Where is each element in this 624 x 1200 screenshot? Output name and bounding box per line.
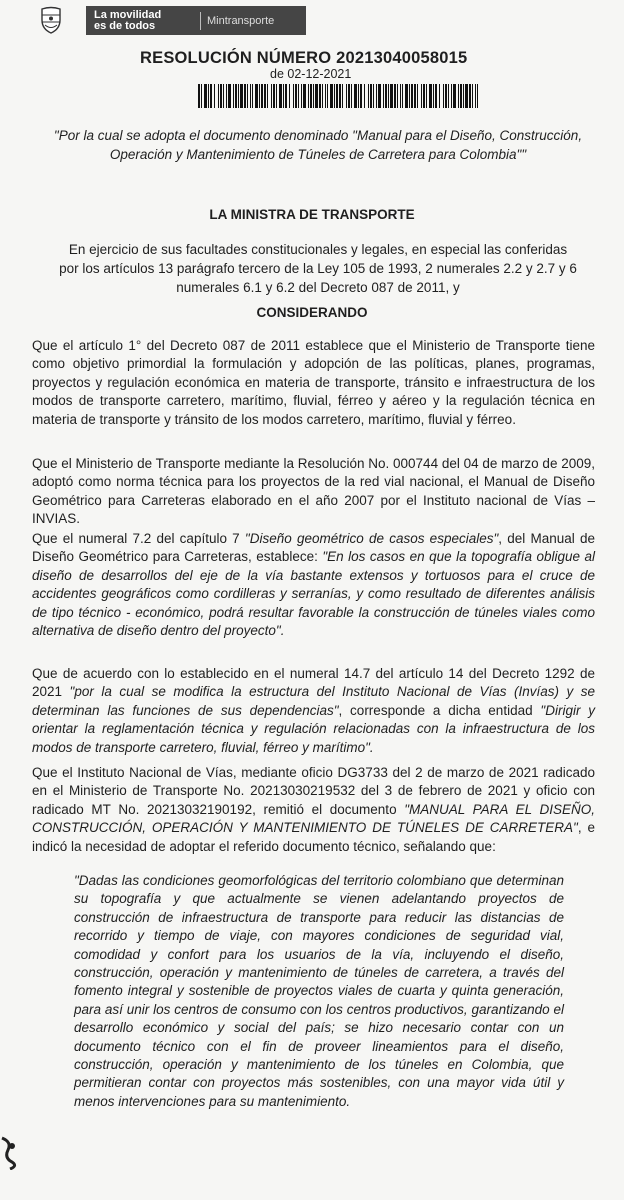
text-run-italic: "Dirigir y orientar la reglamentación técnica y regulación relacionadas con la infraestructura de los modos de transporte carretero, fluvial, férreo y marítimo". xyxy=(32,702,595,755)
barcode-bar xyxy=(453,84,456,108)
barcode-bar xyxy=(289,84,290,108)
barcode-bar xyxy=(310,84,312,108)
paragraph-invias-oficio xyxy=(32,764,595,856)
barcode-bar xyxy=(426,84,427,108)
barcode-bar xyxy=(409,84,410,108)
page-corner-mark-icon xyxy=(0,1136,22,1170)
barcode-bar xyxy=(348,84,350,108)
barcode-bar xyxy=(351,84,352,108)
barcode-bar xyxy=(472,84,473,108)
barcode-bar xyxy=(445,84,447,108)
barcode-bar xyxy=(364,84,365,108)
barcode-bar xyxy=(477,84,478,108)
paragraph-decree-1292 xyxy=(32,665,595,757)
barcode-bar xyxy=(394,84,396,108)
barcode-bar xyxy=(378,84,381,108)
barcode-bar xyxy=(376,84,377,108)
barcode-bar xyxy=(458,84,459,108)
text-run-italic: "por la cual se modifica la estructura del Instituto Nacional de Vías (Invías) y se determinan las funciones de sus dependencias" xyxy=(32,684,595,718)
barcode-bar xyxy=(210,84,212,108)
invias-quote: "Dadas las condiciones geomorfológicas del territorio colombiano que determinan su topografía y que actualmente se vienen adelantando proyectos de construcción de infraestructura de transporte para reducir las distancias de recorrido y tiempo de viaje, con mayores condiciones de seguridad vial, comodidad y confort para los usuarios de la vía, incluyendo el diseño, construcción, operación y mantenimiento de túneles de carretera, a través del fomento integral y sostenible de proyectos viales de cuarta y quinta generación, para así unir los centros de consumo con los centros productivos, garantizando el desarrollo económico y social del país; se hizo necesario contar con un documento técnico con el fin de proveer lineamientos para el diseño, construcción, operación y mantenimiento de los túneles en Colombia, que permitieran contar con proyectos más sostenibles, con una mayor vida útil y menos intervenciones para su mantenimiento. xyxy=(74,873,564,1109)
paragraph-numeral-7-2 xyxy=(32,530,595,640)
barcode-bar xyxy=(295,84,297,108)
brand-line-2: es de todos xyxy=(94,19,156,32)
barcode-bar xyxy=(267,84,268,108)
barcode-bar xyxy=(414,84,416,108)
barcode-bar xyxy=(411,84,413,108)
barcode xyxy=(198,84,480,108)
barcode-bar xyxy=(443,84,444,108)
barcode-bar xyxy=(214,84,215,108)
barcode-bar xyxy=(279,84,282,108)
barcode-bar xyxy=(298,84,299,108)
barcode-bar xyxy=(261,84,263,108)
text-run-italic: "MANUAL PARA EL DISEÑO, CONSTRUCCIÓN, OPERACIÓN Y MANTENIMIENTO DE TÚNELES DE CARRETERA" xyxy=(32,801,595,836)
barcode-bar xyxy=(208,84,209,108)
paragraph-decree-087: Que el artículo 1° del Decreto 087 de 2011 establece que el Ministerio de Transporte tiene como objetivo primordial la formulación y adopción de las políticas, planes, programas, proyectos y regulación económica en materia de transporte, tránsito e infraestructura de los modos de transporte carretero, marítimo, fluvial, férreo y aéreo y la regulación técnica en materia de transporte y tránsito de los modos carretero, marítimo, fluvial y férreo. xyxy=(32,338,595,427)
barcode-bar xyxy=(400,84,401,108)
letterhead xyxy=(0,0,624,40)
barcode-bar xyxy=(313,84,314,108)
text-run: , del Manual de Diseño Geométrico para Carreteras, establece: xyxy=(32,531,595,565)
barcode-bar xyxy=(204,84,207,108)
barcode-bar xyxy=(388,84,389,108)
barcode-bar xyxy=(402,84,403,108)
barcode-bar xyxy=(423,84,425,108)
barcode-bar xyxy=(301,84,302,108)
text-run: Que el numeral 7.2 del capítulo 7 xyxy=(32,531,245,546)
barcode-bar xyxy=(465,84,468,108)
brand-line-1: La movilidad xyxy=(94,8,162,21)
barcode-bar xyxy=(218,84,219,108)
barcode-bar xyxy=(334,84,335,108)
text-run: Que de acuerdo con lo establecido en el numeral 14.7 del artículo 14 del Decreto 1292 de 2021 xyxy=(32,666,595,700)
barcode-bar xyxy=(235,84,237,108)
barcode-bar xyxy=(373,84,374,108)
barcode-bar xyxy=(201,84,202,108)
barcode-bar xyxy=(264,84,266,108)
barcode-bar xyxy=(346,84,347,108)
barcode-bar xyxy=(255,84,258,108)
barcode-bar xyxy=(259,84,260,108)
barcode-bar xyxy=(360,84,362,108)
barcode-bar xyxy=(383,84,384,108)
barcode-bar xyxy=(293,84,294,108)
barcode-bar xyxy=(220,84,222,108)
barcode-bar xyxy=(435,84,437,108)
barcode-bar xyxy=(475,84,476,108)
coat-of-arms-icon xyxy=(38,6,64,34)
barcode-bar xyxy=(327,84,328,108)
barcode-bar xyxy=(315,84,318,108)
brand-slogan xyxy=(86,10,194,32)
resolution-date: de 02-12-2021 xyxy=(270,67,352,81)
barcode-bar xyxy=(405,84,408,108)
barcode-bar xyxy=(303,84,306,108)
barcode-bar xyxy=(233,84,234,108)
barcode-bar xyxy=(339,84,341,108)
barcode-bar xyxy=(370,84,372,108)
barcode-bar xyxy=(397,84,398,108)
barcode-bar xyxy=(336,84,338,108)
resolution-title: RESOLUCIÓN NÚMERO 20213040058015 xyxy=(140,49,468,67)
barcode-bar xyxy=(276,84,277,108)
brand-banner xyxy=(86,6,306,35)
barcode-bar xyxy=(271,84,272,108)
barcode-bar xyxy=(451,84,452,108)
barcode-bar xyxy=(390,84,393,108)
barcode-bar xyxy=(354,84,357,108)
brand-divider xyxy=(200,12,201,30)
barcode-bar xyxy=(273,84,275,108)
powers-paragraph: En ejercicio de sus facultades constitucionales y legales, en especial las conferidas por los artículos 13 parágrafo tercero de la Ley 105 de 1993, 2 numerales 2.2 y 2.7 y 6 numerales 6.1 y 6.2 del Decreto 087 de 2011, y xyxy=(59,242,577,295)
barcode-bar xyxy=(244,84,246,108)
barcode-bar xyxy=(223,84,224,108)
text-run: Que el Instituto Nacional de Vías, mediante oficio DG3733 del 2 de marzo de 2021 radicado en el Ministerio de Transporte No. 20213030219532 del 3 de febrero de 2021 y oficio con radicado MT No. 20213032190192, remitió el documento xyxy=(32,765,595,817)
barcode-bar xyxy=(247,84,248,108)
barcode-bar xyxy=(417,84,418,108)
text-run: , corresponde a dicha entidad xyxy=(338,702,541,718)
barcode-bar xyxy=(330,84,333,108)
barcode-bar xyxy=(322,84,323,108)
barcode-bar xyxy=(433,84,434,108)
barcode-bar xyxy=(385,84,387,108)
barcode-bar xyxy=(198,84,200,108)
barcode-bar xyxy=(228,84,231,108)
text-run-italic: "En los casos en que la topografía obligue al diseño de desarrollos del eje de la vía bastante extensos y tortuosos para el cruce de accidentes geográficos como cordilleras y serranías, y como resultado de diferentes análisis de tipo técnico - económico, podrá resultar favorable la construcción de túneles viales como alternativa de diseño dentro del proyecto". xyxy=(32,549,595,639)
ministry-name: Mintransporte xyxy=(207,14,275,27)
epigraph: "Por la cual se adopta el documento denominado "Manual para el Diseño, Construcción, Operación y Mantenimiento de Túneles de Carretera para Colombia"" xyxy=(53,128,583,162)
barcode-bar xyxy=(226,84,227,108)
barcode-bar xyxy=(448,84,449,108)
barcode-bar xyxy=(469,84,471,108)
barcode-bar xyxy=(439,84,440,108)
barcode-bar xyxy=(368,84,369,108)
barcode-bar xyxy=(421,84,422,108)
barcode-bar xyxy=(283,84,284,108)
barcode-bar xyxy=(319,84,321,108)
considering-heading: CONSIDERANDO xyxy=(256,305,368,320)
text-run-italic: "Diseño geométrico de casos especiales" xyxy=(244,531,499,546)
barcode-bar xyxy=(252,84,253,108)
barcode-bar xyxy=(238,84,239,108)
barcode-bar xyxy=(460,84,462,108)
barcode-bar xyxy=(240,84,243,108)
paragraph-resolution-744: Que el Ministerio de Transporte mediante la Resolución No. 000744 del 04 de marzo de 2009, adoptó como norma técnica para los proyectos de la red vial nacional, el Manual de Diseño Geométrico para Carreteras elaborado en el año 2007 por el Instituto nacional de Vías – INVIAS. xyxy=(32,456,595,527)
barcode-bar xyxy=(250,84,251,108)
barcode-bar xyxy=(285,84,287,108)
barcode-bar xyxy=(463,84,464,108)
barcode-bar xyxy=(325,84,326,108)
barcode-bar xyxy=(342,84,343,108)
text-run: , e indicó la necesidad de adoptar el referido documento técnico, señalando que: xyxy=(32,820,595,854)
minister-heading: LA MINISTRA DE TRANSPORTE xyxy=(209,207,415,222)
barcode-bar xyxy=(308,84,309,108)
barcode-bar xyxy=(429,84,432,108)
barcode-bar xyxy=(358,84,359,108)
